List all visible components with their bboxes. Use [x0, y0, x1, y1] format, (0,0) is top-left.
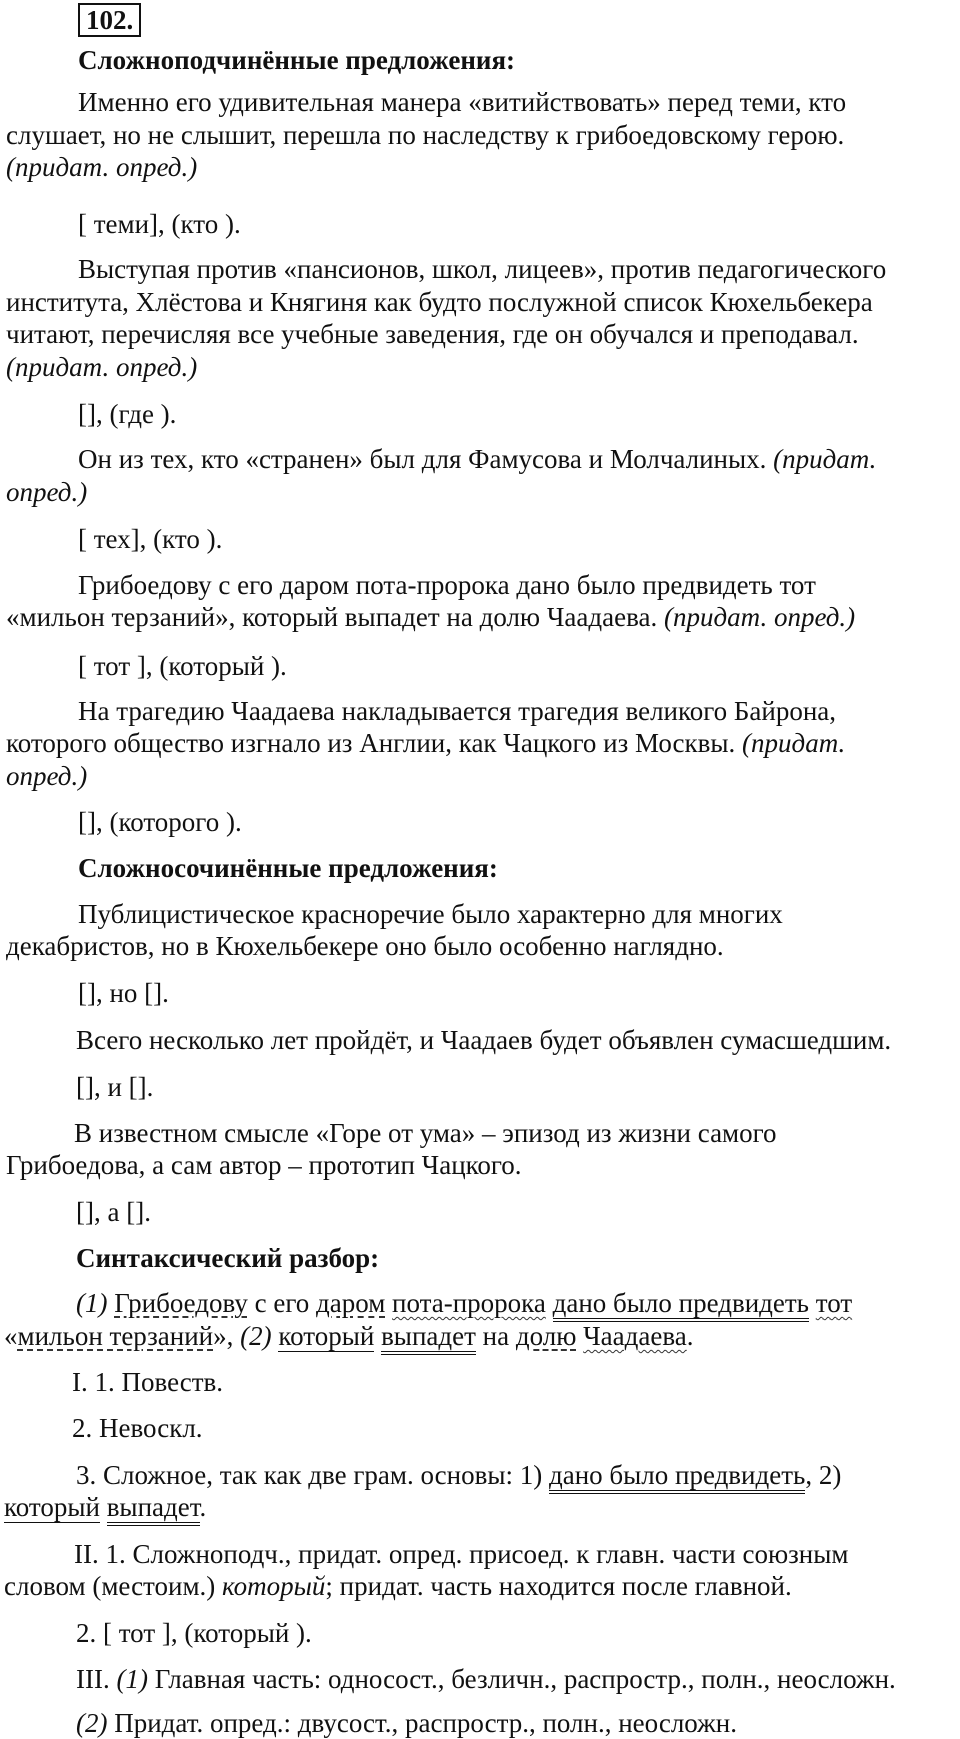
- sentence-scheme: [], а [].: [76, 1197, 151, 1227]
- task-number: 102.: [78, 3, 141, 37]
- analysis-item: I. 1. Повеств.: [72, 1367, 224, 1397]
- object-underline: долю: [515, 1321, 577, 1351]
- analysis-item: III. (1) Главная часть: односост., безличн., распростр., полн., неосложн.: [76, 1664, 896, 1694]
- paragraph-line: Именно его удивительная манера «витийствовать» перед теми, кто: [78, 87, 847, 117]
- analysis-sentence-line: «мильон терзаний», (2) который выпадет на долю Чаадаева.: [0, 1320, 960, 1352]
- clause-note: (придат. опред.): [6, 352, 198, 382]
- object-underline: мильон терзаний: [17, 1321, 214, 1351]
- paragraph-line: В известном смысле «Горе от ума» – эпизод из жизни самого: [74, 1118, 777, 1148]
- paragraph-line: читают, перечисляя все учебные заведения, где он обучался и преподавал.: [6, 319, 859, 349]
- attribute-underline: Чаадаева: [583, 1321, 687, 1351]
- section3-heading: Синтаксический разбор:: [76, 1243, 380, 1273]
- sentence-scheme: [], (где ).: [78, 399, 177, 429]
- clause-note: опред.): [6, 477, 88, 507]
- paragraph-line: слушает, но не слышит, перешла по наследству к грибоедовскому герою.: [6, 120, 845, 150]
- clause-note: (придат. опред.): [6, 152, 198, 182]
- clause-note: (придат.: [773, 444, 877, 474]
- sentence-scheme: [ тех], (кто ).: [78, 524, 223, 554]
- analysis-item: который выпадет.: [0, 1491, 960, 1523]
- predicate-underline: выпадет: [107, 1492, 200, 1526]
- paragraph-line: На трагедию Чаадаева накладывается трагедия великого Байрона,: [78, 696, 837, 726]
- paragraph-line: Всего несколько лет пройдёт, и Чаадаев будет объявлен сумасшедшим.: [76, 1025, 892, 1055]
- paragraph-line: Грибоедову с его даром пота-пророка дано было предвидеть тот: [78, 570, 816, 600]
- paragraph-line: декабристов, но в Кюхельбекере оно было особенно наглядно.: [6, 931, 724, 961]
- attribute-underline: тот: [815, 1288, 853, 1318]
- paragraph-line: Грибоедова, а сам автор – прототип Чацкого.: [6, 1150, 522, 1180]
- predicate-underline: выпадет: [381, 1321, 476, 1355]
- subject-underline: Грибоедову: [114, 1288, 248, 1318]
- attribute-underline: пота-пророка: [392, 1288, 546, 1318]
- paragraph-line: которого общество изгнало из Англии, как Чацкого из Москвы. (придат.: [6, 728, 846, 758]
- object-underline: даром: [315, 1288, 386, 1318]
- clause-note: опред.): [6, 761, 88, 791]
- analysis-item: словом (местоим.) который; придат. часть находится после главной.: [4, 1571, 792, 1601]
- predicate-underline: дано было предвидеть: [553, 1288, 809, 1322]
- sentence-scheme: [ теми], (кто ).: [78, 209, 241, 239]
- predicate-underline: дано было предвидеть: [549, 1460, 805, 1494]
- clause-note: (придат.: [742, 728, 846, 758]
- clause-note: (придат. опред.): [663, 602, 856, 632]
- analysis-item: 2. [ тот ], (который ).: [76, 1618, 312, 1648]
- analysis-sentence-line: (1) Грибоедову с его даром пота-пророка дано было предвидеть тот: [0, 1287, 960, 1319]
- subject-underline: который: [4, 1492, 100, 1522]
- sentence-scheme: [], и [].: [76, 1072, 154, 1102]
- paragraph-line: Выступая против «пансионов, школ, лицеев», против педагогического: [78, 254, 887, 284]
- paragraph-line: Публицистическое красноречие было характерно для многих: [78, 899, 783, 929]
- sentence-scheme: [ тот ], (который ).: [78, 651, 287, 681]
- analysis-item: 2. Невоскл.: [72, 1413, 203, 1443]
- subject-underline: который: [278, 1321, 375, 1351]
- analysis-item: 3. Сложное, так как две грам. основы: 1) дано было предвидеть, 2): [0, 1459, 960, 1491]
- sentence-scheme: [], (которого ).: [78, 807, 242, 837]
- analysis-item: (2) Придат. опред.: двусост., распростр., полн., неосложн.: [76, 1708, 737, 1738]
- paragraph-line: института, Хлёстова и Княгиня как будто послужной список Кюхельбекера: [6, 287, 873, 317]
- analysis-item: II. 1. Сложноподч., придат. опред. присоед. к главн. части союзным: [74, 1539, 849, 1569]
- paragraph-line: «мильон терзаний», который выпадет на долю Чаадаева. (придат. опред.): [6, 602, 856, 632]
- paragraph-line: Он из тех, кто «странен» был для Фамусова и Молчалиных. (придат.: [78, 444, 877, 474]
- section2-heading: Сложносочинённые предложения:: [78, 853, 498, 883]
- section1-heading: Сложноподчинённые предложения:: [78, 45, 516, 75]
- sentence-scheme: [], но [].: [78, 978, 169, 1008]
